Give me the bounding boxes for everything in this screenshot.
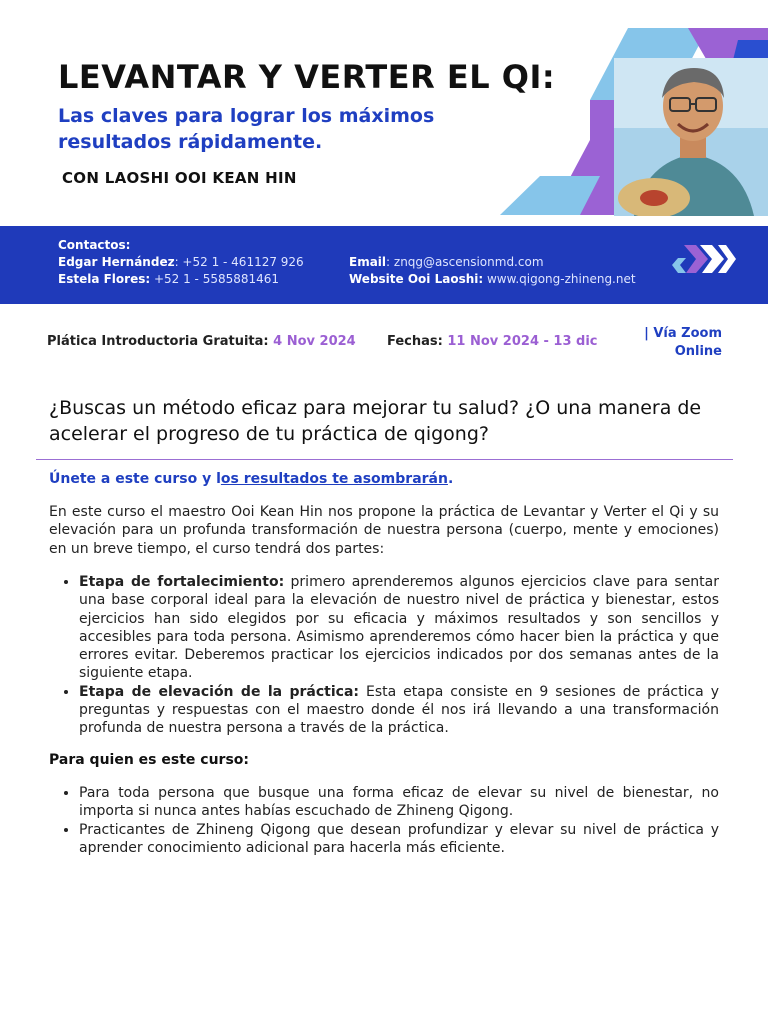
stage-text: primero aprenderemos algunos ejercicios clave para sentar una base corporal ideal para la elevación de nuestro nivel de práctica y bienestar, estos ejercicios han sido elegidos por su eficacia y máximos resultados y son sencillos y accesibles para toda persona. Asimismo aprenderemos cómo hacer bien la práctica y que errores evitar. Deberemos practicar los ejercicios indicados por dos semanas antes de la siguiente etapa. [79, 574, 719, 682]
list-item: • Para toda persona que busque una forma eficaz de elevar su nivel de bienestar, no importa si nunca antes habías escuchado de Zhineng Qigong. [79, 784, 719, 821]
lead-question: ¿Buscas un método eficaz para mejorar tu salud? ¿O una manera de acelerar el progreso de tu práctica de qigong? [49, 397, 702, 445]
website-label: Website Ooi Laoshi: [349, 272, 484, 286]
online-line: Online [674, 344, 722, 359]
contacts-heading: Contactos: [58, 238, 131, 252]
contact-estela-name: Estela Flores: [58, 272, 151, 286]
audience-list [49, 784, 719, 857]
zoom-online-note [612, 325, 722, 361]
contact-edgar [58, 255, 304, 269]
email-link[interactable]: : znqg@ascensionmd.com [386, 255, 544, 269]
join-end: . [447, 471, 454, 487]
join-text: Únete a este curso y l [49, 471, 221, 487]
list-item [79, 683, 719, 738]
join-line [49, 471, 453, 487]
stage-title: Etapa de fortalecimiento: [79, 574, 285, 590]
intro-talk-date [47, 334, 356, 349]
hero-header [0, 0, 768, 226]
stage-title: Etapa de elevación de la práctica: [79, 683, 359, 700]
contact-edgar-name: Edgar Hernández [58, 255, 175, 269]
contact-estela-phone[interactable]: +52 1 - 5585881461 [150, 272, 280, 286]
audience-heading: Para quien es este curso: [49, 752, 249, 768]
intro-paragraph: En este curso el maestro Ooi Kean Hin nos propone la práctica de Levantar y Verter el Qi y su elevación para un profunda transformación de nuestra persona (cuerpo, mente y emociones) en un breve tiempo, el curso tendrá dos partes: [49, 504, 719, 557]
contact-estela [58, 272, 279, 286]
contact-website [349, 272, 636, 286]
teacher-name: CON LAOSHI OOI KEAN HIN [62, 169, 297, 187]
list-item: • Practicantes de Zhineng Qigong que desean profundizar y elevar su nivel de práctica y aprender conocimiento adicional para hacerla más eficiente. [79, 821, 719, 858]
divider [36, 459, 733, 460]
contact-band [0, 226, 768, 304]
stage-text: Esta etapa consiste en 9 sesiones de práctica y preguntas y respuestas con el maestro donde él nos irá llevando a una transformación profunda de nuestra persona a través de la práctica. [79, 683, 720, 737]
course-dates-value: 11 Nov 2024 - 13 dic [447, 334, 598, 349]
course-dates-label: Fechas: [387, 334, 448, 349]
logo-icon [672, 243, 736, 275]
page-subtitle: Las claves para lograr los máximos resultados rápidamente. [58, 105, 435, 153]
website-link[interactable]: www.qigong-zhineng.net [483, 272, 636, 286]
list-item [79, 573, 719, 683]
contact-edgar-phone[interactable]: : +52 1 - 461127 926 [174, 255, 304, 269]
page-title: LEVANTAR Y VERTER EL QI: [58, 58, 556, 96]
course-dates [387, 334, 598, 349]
teacher-photo [614, 58, 768, 216]
stages-list [49, 573, 719, 738]
email-label: Email [349, 255, 387, 269]
results-link[interactable]: os resultados te asombrarán [220, 471, 448, 487]
zoom-line: | Vía Zoom [644, 326, 722, 341]
intro-talk-label: Plática Introductoria Gratuita: [47, 334, 274, 349]
intro-talk-value: 4 Nov 2024 [273, 334, 356, 349]
contact-email [349, 255, 544, 269]
